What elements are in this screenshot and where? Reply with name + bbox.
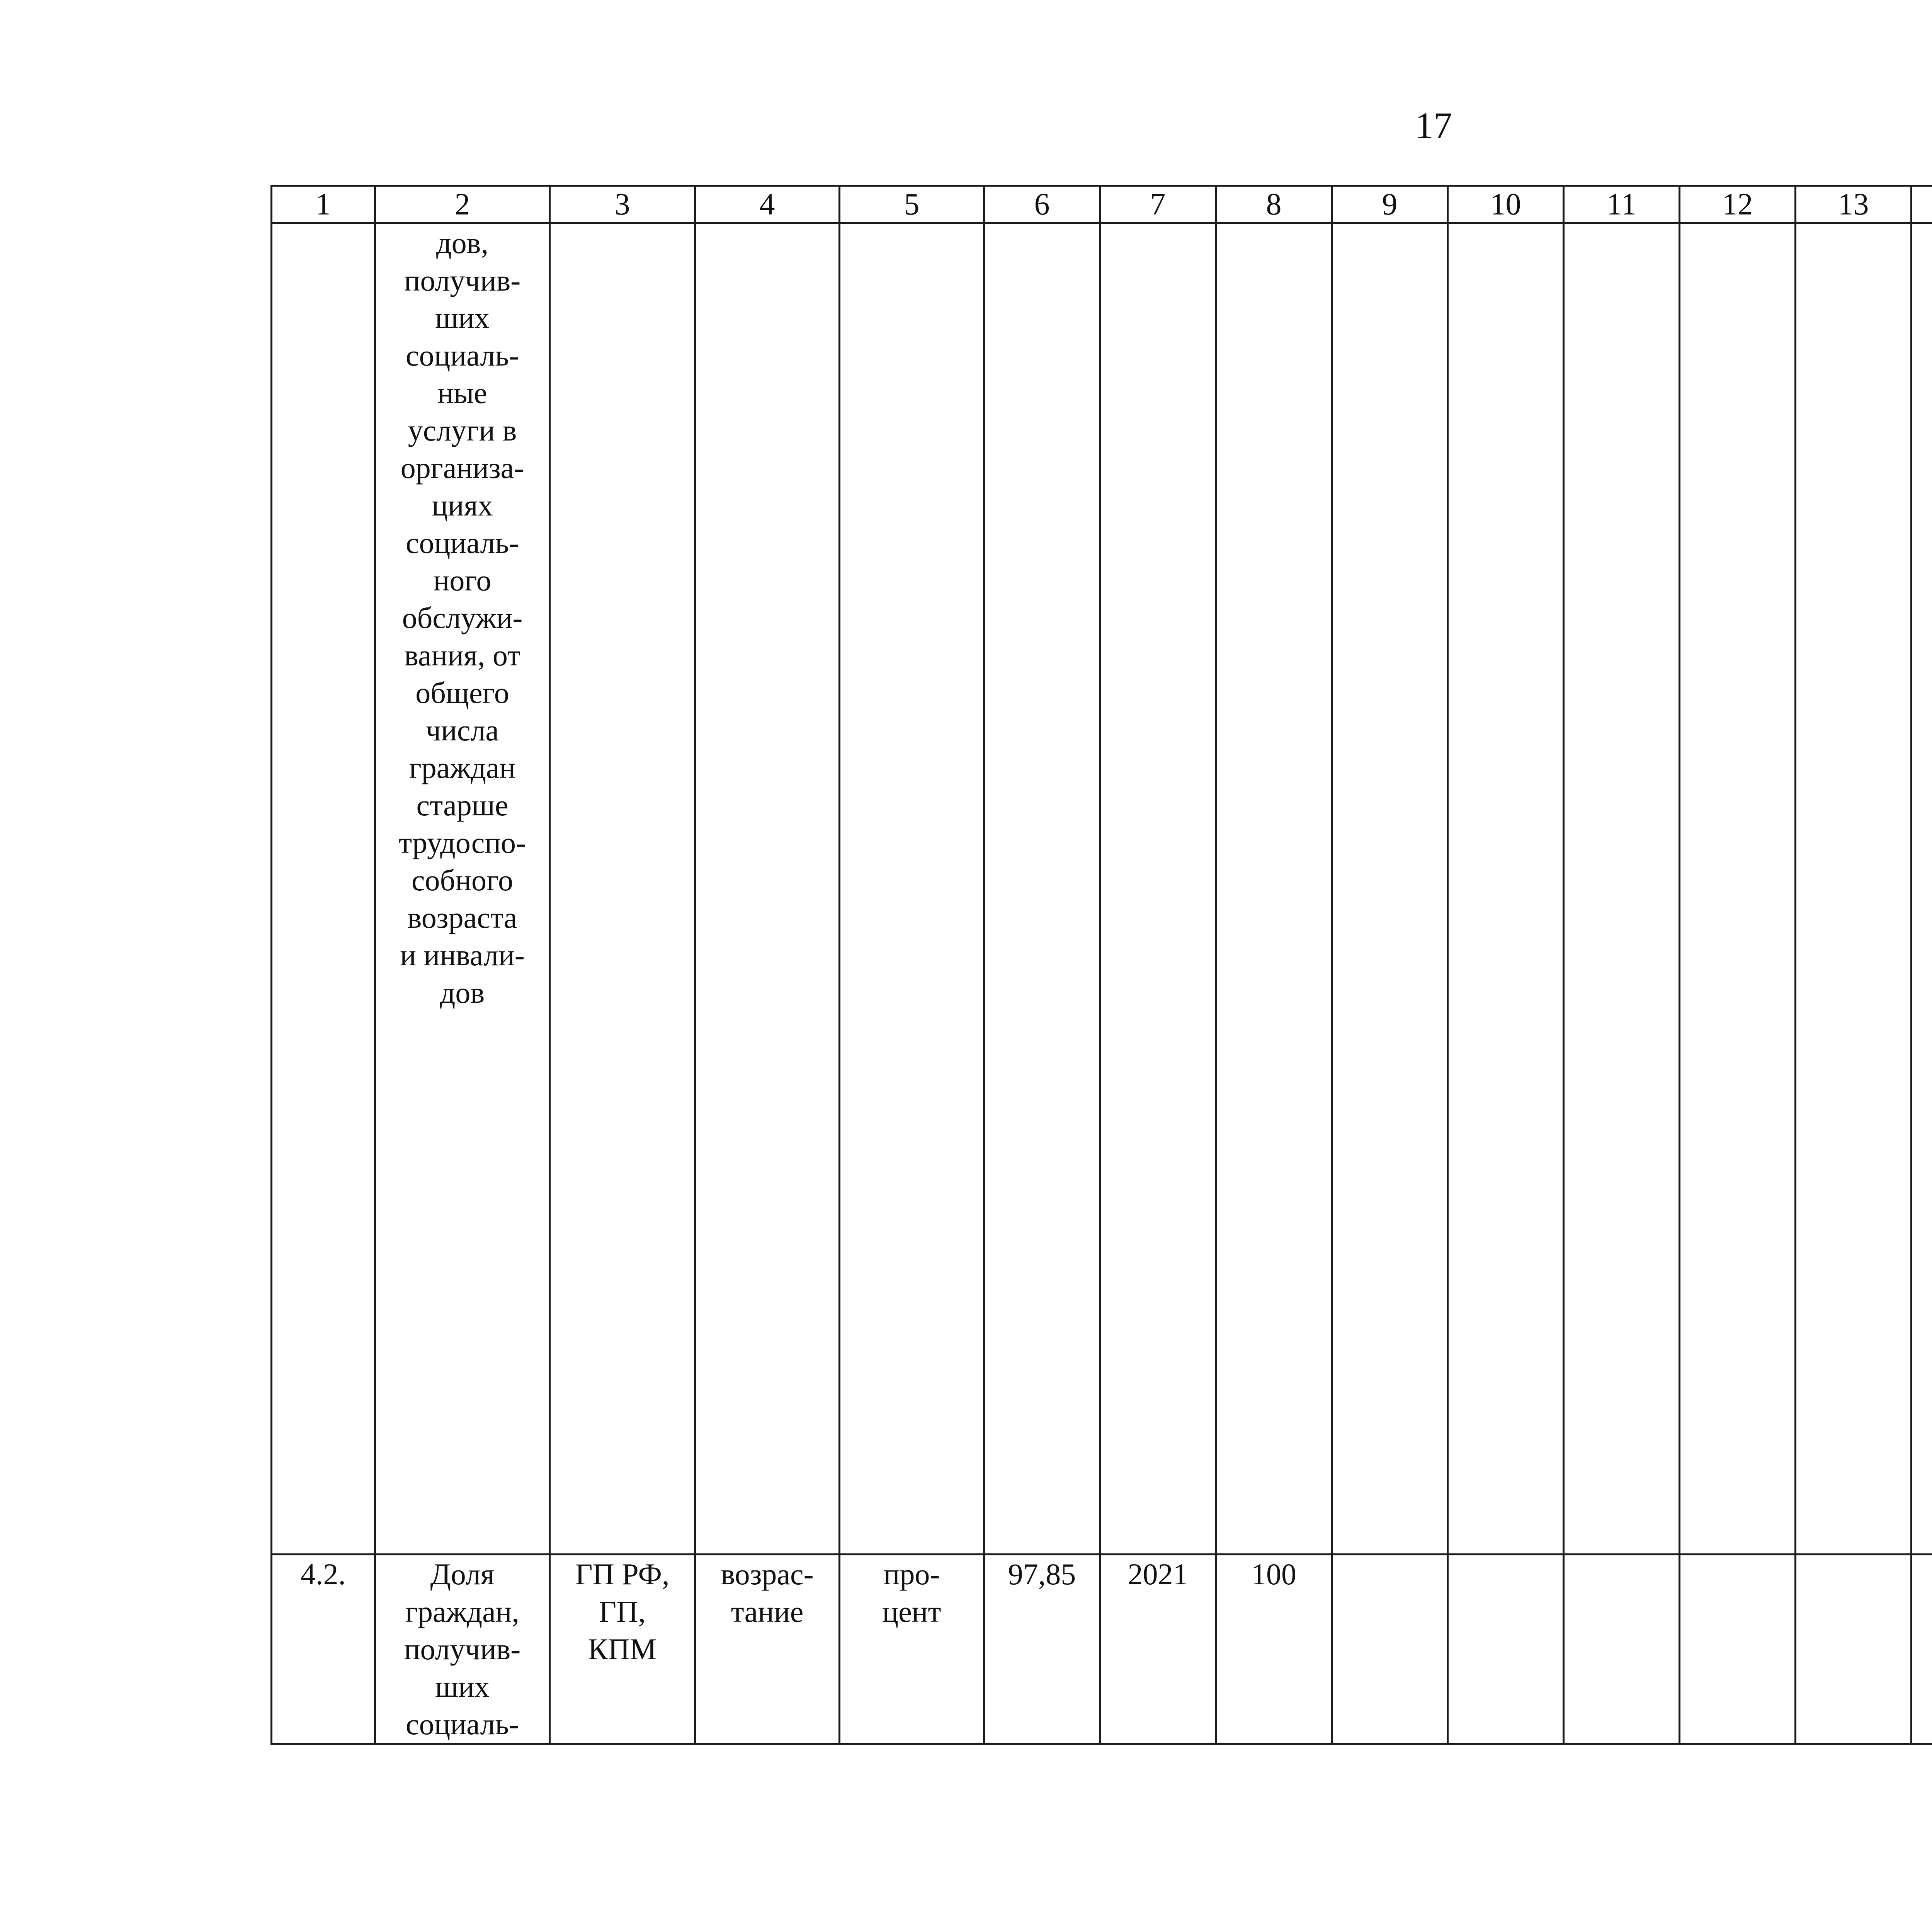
col-number: 5 — [840, 186, 984, 223]
cell-empty — [1796, 1555, 1912, 1744]
cell-text-line: числа — [425, 713, 499, 747]
cell-empty — [840, 223, 984, 1555]
column-number-row — [272, 186, 1932, 223]
col-number: 11 — [1564, 186, 1680, 223]
unit-cell — [840, 1555, 984, 1744]
cell-empty — [984, 223, 1100, 1555]
cell-text-line: старше — [416, 788, 509, 822]
cell-text-line: дов, — [436, 226, 488, 260]
col-number: 12 — [1680, 186, 1796, 223]
cell-empty — [1448, 223, 1564, 1555]
cell-text-line: Доля — [430, 1557, 495, 1591]
cell-empty — [1216, 223, 1332, 1555]
col-number: 1 — [272, 186, 375, 223]
col-number: 8 — [1216, 186, 1332, 223]
cell-empty — [1796, 223, 1912, 1555]
indicator-name-cell — [375, 223, 550, 1555]
col-number: 4 — [695, 186, 840, 223]
cell-text-line: социаль- — [406, 339, 519, 372]
cell-text-line: возраста — [407, 901, 517, 934]
cell-text-line: услуги в — [408, 413, 517, 447]
cell-text-line: организа- — [400, 451, 524, 485]
cell-text-line: вания, от — [404, 638, 520, 672]
cell-empty — [1332, 1555, 1448, 1744]
cell-text-line: ные — [437, 376, 487, 410]
cell-text-line: социаль- — [406, 526, 519, 560]
cell-text-line: обслужи- — [402, 601, 523, 634]
row-number-cell: 4.2. — [272, 1555, 375, 1744]
cell-empty — [272, 223, 375, 1555]
indicator-name-cell — [375, 1555, 550, 1744]
cell-text-line: ГП, — [599, 1595, 646, 1628]
cell-text-line: граждан, — [405, 1595, 520, 1628]
col-number: 10 — [1448, 186, 1564, 223]
cell-empty — [1564, 223, 1680, 1555]
indicators-table — [270, 185, 1932, 1745]
col-number — [1912, 186, 1932, 223]
cell-empty — [1100, 223, 1216, 1555]
trend-cell — [695, 1555, 840, 1744]
target-value-cell: 100 — [1216, 1555, 1332, 1744]
cell-text-line: цент — [882, 1595, 941, 1628]
cell-empty — [1680, 1555, 1796, 1744]
cell-text-line: ших — [435, 301, 490, 335]
col-number: 2 — [375, 186, 550, 223]
cell-text-line: ного — [433, 563, 492, 597]
cell-text-line: ГП РФ, — [575, 1557, 670, 1591]
cell-text-line: собного — [411, 863, 514, 897]
cell-text-line: возрас- — [721, 1557, 814, 1591]
cell-empty — [1912, 223, 1932, 1555]
cell-text-line: общего — [415, 676, 509, 709]
col-number: 6 — [984, 186, 1100, 223]
cell-text-line: КПМ — [588, 1632, 657, 1666]
cell-text-line: социаль- — [406, 1707, 519, 1741]
table-row-4-2 — [272, 1555, 1932, 1744]
cell-text-line: циях — [432, 488, 493, 522]
col-number: 13 — [1796, 186, 1912, 223]
cell-empty — [1448, 1555, 1564, 1744]
col-number: 7 — [1100, 186, 1216, 223]
cell-text-line: трудоспо- — [398, 826, 526, 859]
col-number: 9 — [1332, 186, 1448, 223]
table-row-continued — [272, 223, 1932, 1555]
base-year-cell: 2021 — [1100, 1555, 1216, 1744]
col-number: 3 — [550, 186, 695, 223]
cell-text-line: дов — [440, 976, 485, 1009]
cell-empty — [1332, 223, 1448, 1555]
cell-empty — [1564, 1555, 1680, 1744]
level-cell — [550, 1555, 695, 1744]
base-value-cell: 97,85 — [984, 1555, 1100, 1744]
cell-text-line: получив- — [404, 1632, 521, 1666]
cell-text-line: и инвали- — [400, 938, 525, 972]
cell-empty — [695, 223, 840, 1555]
cell-text-line: получив- — [404, 264, 521, 297]
cell-text-line: ших — [435, 1670, 490, 1703]
cell-text-line: тание — [731, 1595, 804, 1628]
page-number: 17 — [1415, 105, 1452, 146]
cell-text-line: про- — [883, 1557, 940, 1591]
cell-empty — [550, 223, 695, 1555]
cell-empty — [1680, 223, 1796, 1555]
cell-text-line: граждан — [409, 751, 516, 784]
cell-empty — [1912, 1555, 1932, 1744]
